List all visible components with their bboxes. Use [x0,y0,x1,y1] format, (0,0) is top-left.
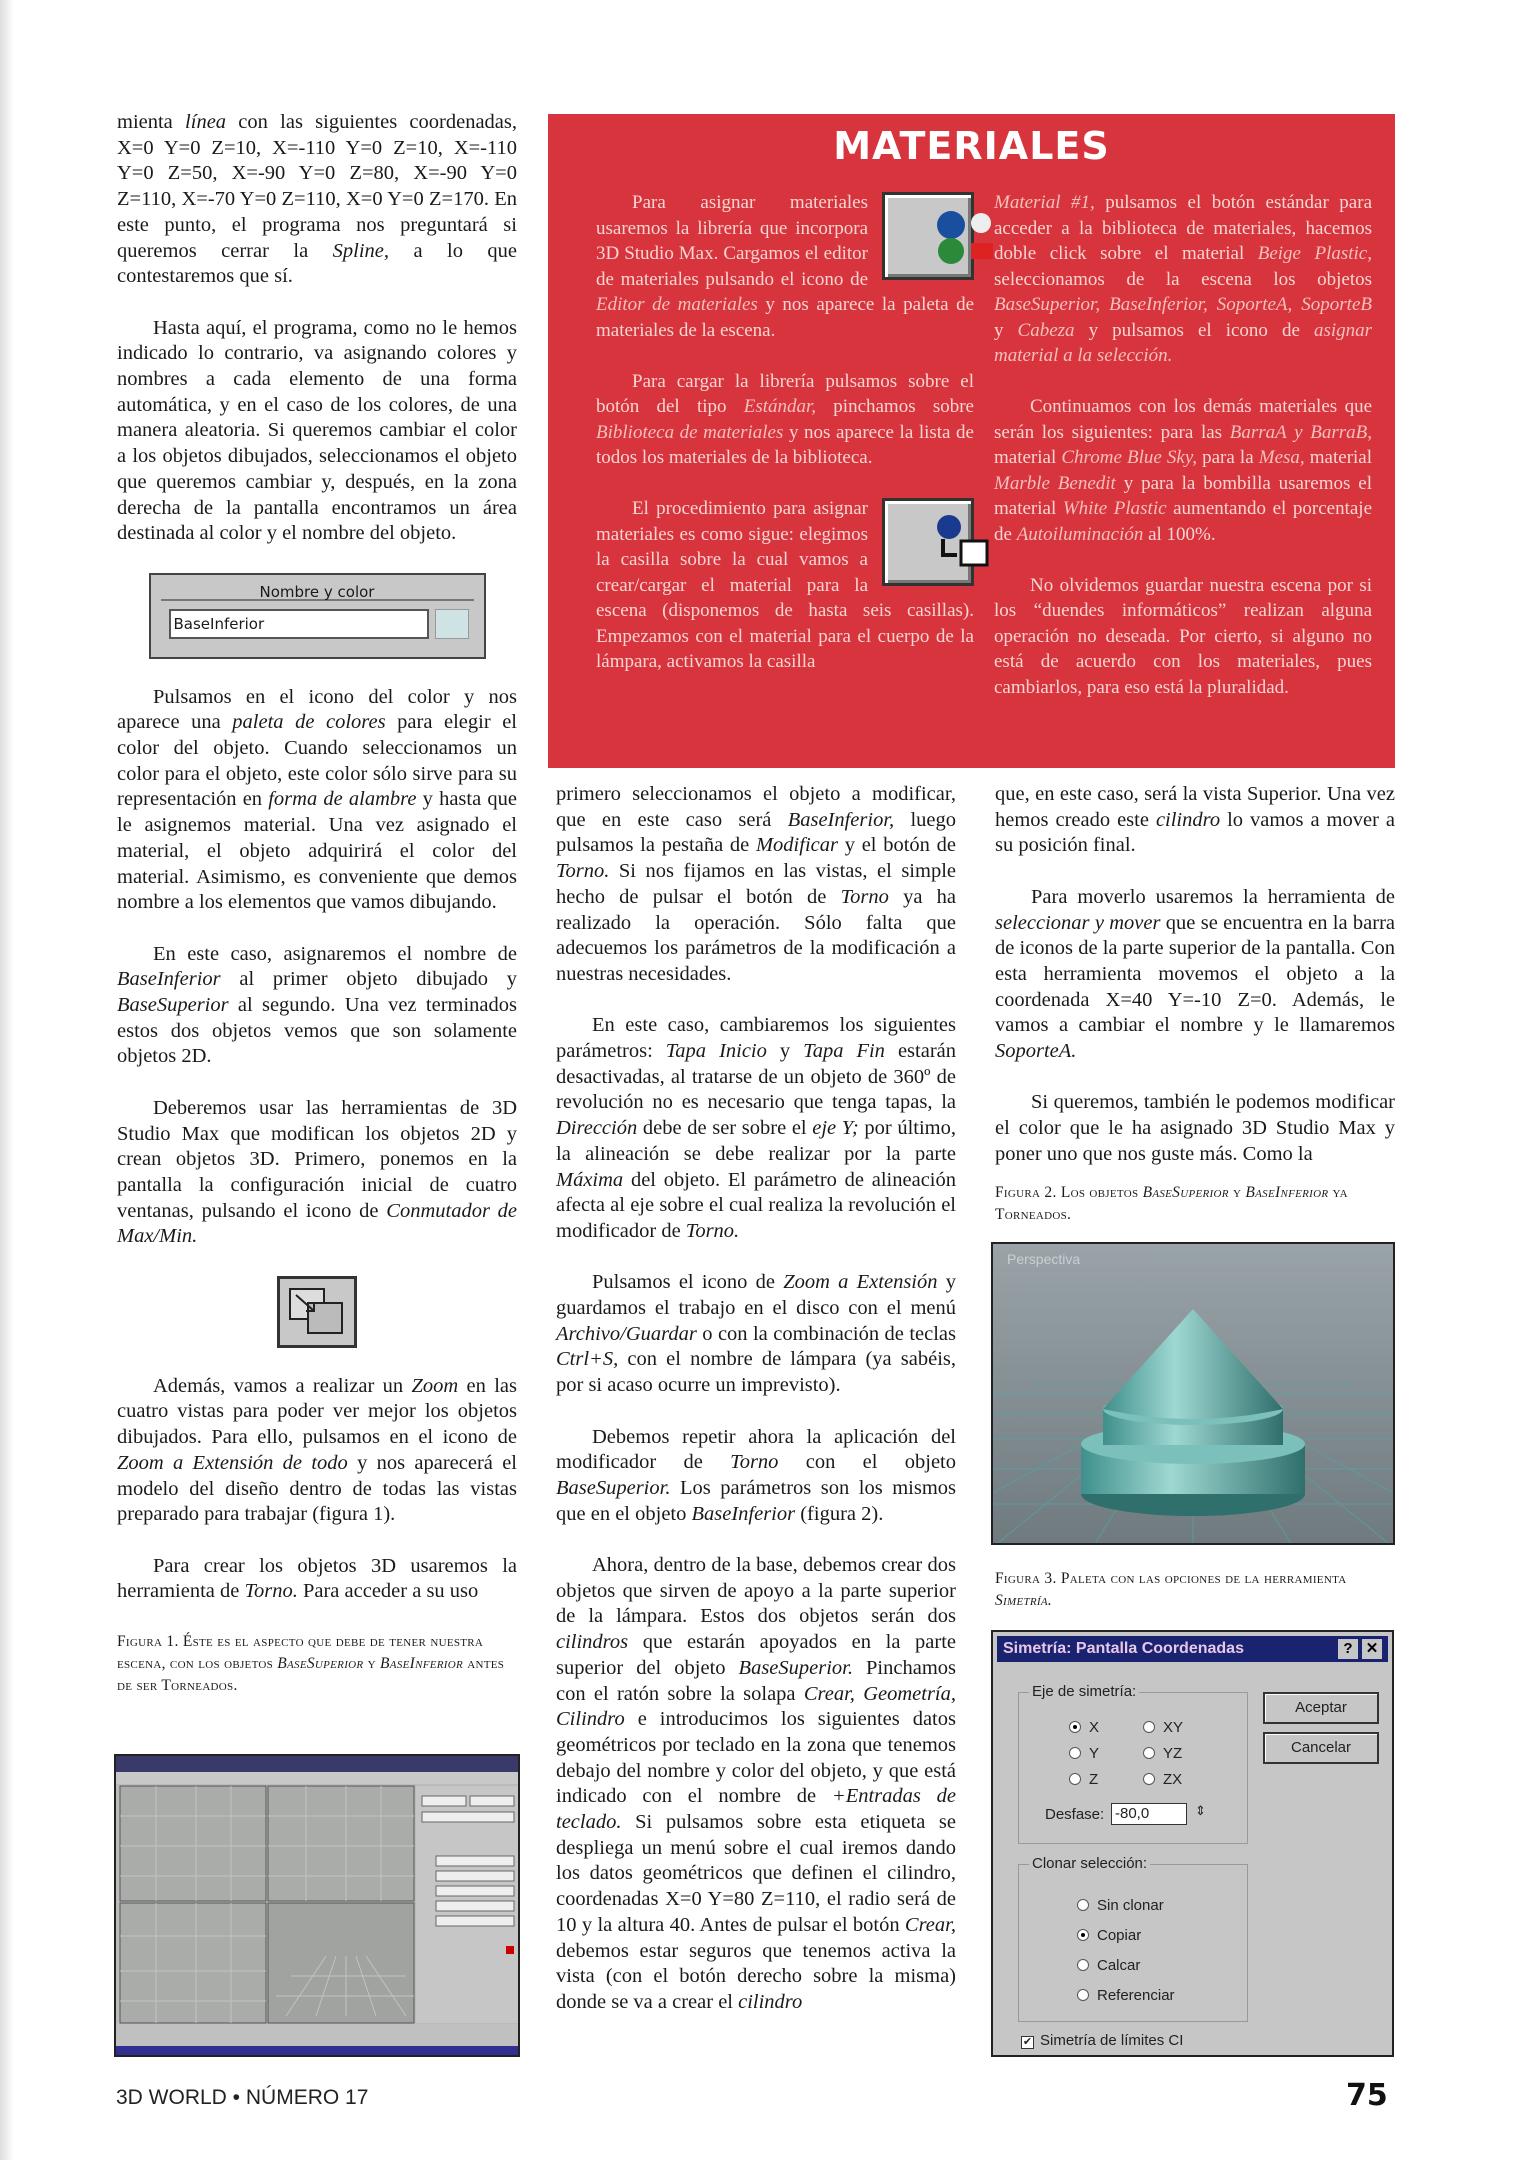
text-run: y para la bombilla usaremos el material [994,472,1372,519]
italic-run: Crear, Geometría, Cilindro [556,1682,956,1731]
text-run: del objeto. El parámetro de alineación afecta al eje sobre el cual realiza la revolución el modificador de [556,1168,956,1242]
italic-run: Modificar [755,834,838,857]
figure-1-caption [117,1631,517,1697]
text-run: Para cargar la librería pulsamos sobre el botón del tipo [596,370,974,417]
text-run: para la [1197,447,1259,468]
italic-run: Spline, [332,239,389,262]
text-run: e introducimos los siguientes datos geométricos por teclado en la zona que tenemos debajo del nombre y color del objeto, y que está indicado con el nombre de [556,1708,956,1808]
text-run: En este caso, cambiaremos los siguientes parámetros: [556,1014,956,1063]
mirror-ik-checkbox[interactable]: ✔ Simetría de límites CI [1022,2032,1184,2049]
cancel-button[interactable]: Cancelar [1263,1732,1379,1764]
assign-material-icon [882,498,974,586]
italic-run: BaseSuperior [277,1654,364,1672]
text-run: luego pulsamos la pestaña de [556,808,957,857]
text-run: con el nombre de lámpara (ya sabéis, por si acaso ocurre un imprevisto). [556,1348,956,1397]
italic-run: Torno. [556,860,610,883]
sidebar-left-column [596,190,974,700]
italic-run: BaseInferior, [787,808,895,831]
italic-run: Cabeza [1017,319,1075,341]
italic-run: BarraA y BarraB, [1229,421,1372,443]
text-run: que se encuentra en la barra de iconos de la parte superior de la pantalla. Con esta herramienta movemos el objeto a la coordenada X=40 Y=-10 Z=0. Además, le vamos a cambiar el nombre y le llamaremos [995,911,1395,1037]
text-run: al primer objeto dibujado y [220,968,517,991]
italic-run: Dirección [556,1117,638,1140]
page-number: 75 [1346,2078,1388,2113]
italic-run: Material #1, [994,192,1095,213]
italic-run: Máxima [556,1168,624,1191]
symmetry-dialog [991,1630,1394,2057]
paragraph [117,316,517,547]
italic-run: Zoom a Extensión [783,1271,938,1294]
text-run: ya Torneados. [995,1183,1348,1223]
text-run: al segundo. Una vez terminados estos dos objetos vemos que son solamente objetos 2D. [117,994,517,1068]
axis-group [1018,1683,1248,1844]
text-run: o con la combinación de teclas [696,1322,956,1345]
italic-run: eje Y; [812,1117,859,1140]
italic-run: Crear, [904,1913,956,1936]
italic-run: cilindros [556,1631,629,1654]
offset-spinner[interactable]: ⇕ [1195,1803,1206,1818]
italic-run: Mesa, [1258,447,1305,468]
sidebar-right-column [994,190,1372,726]
text-run: Para asignar materiales usaremos la librería que incorpora 3D Studio Max. Cargamos el editor de materiales pulsando el icono de [596,192,868,290]
material-editor-icon [882,192,974,280]
text-run: ya ha realizado la operación. Sólo falta que adecuemos los parámetros de la modificación a nuestras necesidades. [556,885,956,985]
footer-magazine: 3D WORLD • NÚMERO 17 [116,2086,369,2109]
italic-run: Conmutador de Max/Min. [117,1199,518,1248]
italic-run: BaseSuperior. [738,1656,853,1679]
text-run: Figura 1. Éste es el aspecto que debe de tener nuestra escena, con los objetos [117,1632,484,1672]
sidebar-paragraph [994,394,1372,547]
paragraph [995,1090,1395,1167]
clone-radio-copy[interactable]: Copiar [1077,1927,1141,1944]
paragraph [117,1096,517,1250]
text-run: y nos aparecerá el modelo del diseño dentro de todas las vistas preparado para trabajar (figura 1). [117,1451,517,1526]
axis-radio-z[interactable]: Z [1069,1771,1098,1788]
text-run: mienta [117,111,186,133]
text-run: y [363,1654,381,1672]
italic-run: BaseSuperior. [556,1476,671,1499]
axis-radio-y[interactable]: Y [1069,1745,1099,1762]
text-run: Para crear los objetos 3D usaremos la herramienta de [117,1554,517,1603]
clone-radio-reference[interactable]: Referenciar [1077,1987,1175,2004]
italic-run: BaseInferior [380,1654,464,1672]
text-run: Si nos fijamos en las vistas, el simple hecho de pulsar el botón de [556,860,956,908]
text-run: Figura 3. Paleta con las opciones de la herramienta [995,1570,1347,1587]
text-run: El procedimiento para asignar materiales es como sigue: elegimos la casilla sobre la cual vamos a crear/cargar el material para la escena (disponemos de hasta seis casillas). Empezamos con el material para el cuerpo de la lámpara, activamos la casilla [596,498,974,672]
text-run: pulsamos el botón estándar para acceder a la biblioteca de materiales, hacemos doble click sobre el material [994,192,1372,264]
text-run: Los parámetros son los mismos que en el objeto [556,1476,956,1525]
dialog-title: Simetría: Pantalla Coordenadas [997,1636,1388,1662]
italic-run: Marble Benedit [994,472,1116,494]
italic-run: Zoom a Extensión de todo [117,1451,348,1474]
text-run: Si pulsamos sobre esta etiqueta se despliega un menú sobre el cual iremos dando los datos geométricos que definen el cilindro, coordenadas X=0 Y=80 Z=110, el radio será de 10 y la altura 40. Antes de pulsar el botón [556,1811,956,1936]
italic-run: BaseInferior [1245,1183,1329,1201]
text-run: No olvidemos guardar nuestra escena por si los “duendes informáticos” realizan alguna operación no deseada. Por cierto, si alguno no está de acuerdo con los materiales, pues cambiarlos, para eso está la pluralidad. [994,574,1372,698]
text-run: y nos aparece la paleta de materiales de la escena. [596,294,975,341]
object-name-input[interactable]: BaseInferior [169,609,429,639]
column-1 [117,110,517,1697]
text-run: y el botón de [837,834,956,857]
clone-radio-none[interactable]: Sin clonar [1077,1897,1164,1914]
text-run: Ahora, dentro de la base, debemos crear dos objetos que sirven de apoyo a la parte superior de la lámpara. Estos dos objetos serán dos [556,1554,956,1628]
viewport-label: Perspectiva [1007,1251,1081,1267]
text-run: y pulsamos el icono de [1074,319,1314,341]
figure-2-caption [995,1182,1395,1226]
clone-group-label: Clonar selección: [1029,1855,1150,1872]
text-run: Figura 2. Los objetos [995,1183,1143,1201]
axis-radio-xy[interactable]: XY [1143,1719,1183,1736]
axis-radio-yz[interactable]: YZ [1143,1745,1182,1762]
italic-run: seleccionar y mover [995,911,1161,934]
italic-run: línea [185,111,227,133]
text-run: con el objeto [778,1451,956,1474]
italic-run: Estándar, [743,396,817,417]
text-run: lo vamos a mover a su posición final. [995,808,1395,857]
offset-input[interactable]: -80,0 [1111,1803,1187,1825]
page-edge [0,0,14,2160]
italic-run: paleta de colores [232,711,386,734]
italic-run: Simetría. [995,1592,1053,1609]
paragraph [117,942,517,1071]
paragraph [556,1425,956,1528]
color-swatch[interactable] [435,609,469,639]
italic-run: cilindro [1155,808,1221,831]
axis-radio-zx[interactable]: ZX [1143,1771,1182,1788]
help-button[interactable]: ? [1338,1639,1358,1659]
column-2 [556,782,956,2041]
italic-run: BaseSuperior, BaseInferior, SoporteA, SoporteB [994,294,1372,315]
text-run: Si queremos, también le podemos modificar el color que le ha asignado 3D Studio Max y poner uno que nos guste más. Como la [995,1091,1395,1165]
text-run: estarán desactivadas, al tratarse de un objeto de 360º de revolución no es necesario que tenga tapas, la [556,1040,956,1114]
text-run: seleccionamos de la escena los objetos [994,268,1372,290]
paragraph [556,782,956,988]
text-run: Continuamos con los demás materiales que serán los siguientes: para las [994,396,1372,443]
italic-run: forma de alambre [268,788,417,811]
text-run: material [994,447,1062,468]
text-run: En este caso, asignaremos el nombre de [153,942,517,965]
sidebar-paragraph [596,369,974,471]
italic-run: cilindro [738,1990,803,2013]
paragraph [117,1374,517,1528]
sidebar-title: MATERIALES [833,124,1110,168]
text-run: Debemos repetir ahora la aplicación del modificador de [556,1425,956,1474]
text-run: a lo que contestaremos que sí. [117,239,517,288]
text-run: material [1304,447,1373,468]
text-run: y [766,1040,804,1063]
text-run: y [994,319,1018,341]
figure-1-screenshot [114,1754,520,2057]
italic-run: +Entradas de teclado. [556,1785,956,1834]
text-run: aumentando el porcentaje de [994,498,1372,545]
name-color-panel [149,573,486,659]
paragraph [117,1554,517,1605]
italic-run: Beige Plastic, [1257,243,1372,264]
text-run: que estarán apoyados en la parte superior del objeto [556,1631,956,1679]
max-min-toggle-icon [277,1276,357,1348]
italic-run: Editor de materiales [596,294,758,315]
italic-run: BaseInferior [691,1502,796,1525]
axis-radio-x[interactable]: X [1069,1719,1099,1736]
italic-run: Torno. [244,1580,298,1603]
text-run: Hasta aquí, el programa, como no le hemos indicado lo contrario, va asignando colores y nombres a cada elemento de una forma automática, y en el caso de los colores, de una manera aleatoria. Si queremos cambiar el color a los objetos dibujados, seleccionamos el objeto que queremos cambiar y, después, en la zona derecha de la pantalla encontramos un área destinada al color y el nombre del objeto. [117,316,517,545]
text-run: y hasta que le asignemos material. Una vez asignado el material, el objeto adquirirá el color del material. Asimismo, es conveniente que demos nombre a los elementos que vamos dibujando. [117,788,517,914]
italic-run: Torno [730,1451,779,1474]
paragraph [556,1013,956,1244]
text-run: con las siguientes coordenadas, X=0 Y=0 Z=10, X=-110 Y=0 Z=10, X=-110 Y=0 Z=50, X=-90 Y=0 Z=80, X=-90 Y=0 Z=110, X=-70 Y=0 Z=110, X=0 Y=0 Z=170. En este punto, el programa nos preguntará si queremos cerrar la [117,111,517,262]
text-run: debemos estar seguros que tenemos activa la vista (con el botón derecho sobre la misma) donde se va a crear el [556,1939,956,2013]
panel-header: Nombre y color [161,583,474,601]
materiales-sidebar [548,114,1395,768]
figure-3-caption [995,1568,1395,1612]
italic-run: Zoom [411,1374,459,1397]
text-run: antes de ser Torneados. [117,1654,505,1694]
italic-run: Tapa Inicio [665,1040,767,1063]
close-button[interactable]: ✕ [1362,1639,1382,1659]
italic-run: Torno. [685,1219,740,1242]
text-run: y guardamos el trabajo en el disco con el menú [556,1271,957,1320]
sidebar-paragraph [994,573,1372,701]
offset-label: Desfase: [1045,1806,1105,1823]
figure-2-render [991,1242,1395,1545]
text-run: al 100%. [1143,523,1216,545]
italic-run: Archivo/Guardar [556,1322,697,1345]
text-run: Para acceder a su uso [297,1580,479,1603]
text-run: y [1228,1183,1246,1201]
italic-run: Torno [840,885,889,908]
italic-run: Chrome Blue Sky, [1061,447,1197,468]
accept-button[interactable]: Aceptar [1263,1692,1379,1724]
text-run: Pulsamos en el icono del color y nos aparece una [117,685,517,734]
text-run: para elegir el color del objeto. Cuando seleccionamos un color para el objeto, este color sólo sirve para su representación en [117,711,518,811]
text-run: debe de ser sobre el [637,1117,813,1140]
paragraph [556,1553,956,2016]
paragraph [556,1270,956,1399]
italic-run: BaseInferior [117,968,221,991]
text-run: pinchamos sobre [816,396,974,417]
italic-run: Autoiluminación [1016,523,1144,545]
italic-run: Biblioteca de materiales [596,421,784,443]
axis-group-label: Eje de simetría: [1029,1683,1139,1700]
italic-run: Tapa Fin [803,1040,885,1063]
paragraph [117,110,517,290]
italic-run: White Plastic [1062,498,1167,519]
italic-run: asignar material a la selección. [994,319,1373,366]
paragraph [117,685,517,916]
italic-run: BaseSuperior [117,994,229,1017]
text-run: primero seleccionamos el objeto a modificar, que en este caso será [556,783,956,831]
text-run: Pulsamos el icono de [592,1271,784,1294]
text-run: Pinchamos con el ratón sobre la solapa [556,1656,956,1705]
text-run: Deberemos usar las herramientas de 3D Studio Max que modifican los objetos 2D y crean objetos 3D. Primero, ponemos en la pantalla la configuración inicial de cuatro ventanas, pulsando el icono de [117,1096,517,1222]
italic-run: Ctrl+S, [556,1348,619,1371]
text-run: Para moverlo usaremos la herramienta de [1031,885,1395,908]
text-run: y nos aparece la lista de todos los materiales de la biblioteca. [596,421,974,468]
text-run: Además, vamos a realizar un [153,1374,412,1397]
paragraph [995,885,1395,1065]
clone-radio-instance[interactable]: Calcar [1077,1957,1140,1974]
text-run: por último, la alineación se debe realizar por la parte [556,1117,957,1165]
clone-group [1018,1855,1248,2022]
paragraph [995,782,1395,859]
text-run: en las cuatro vistas para poder ver mejor los objetos dibujados. Para ello, pulsamos en el icono de [117,1374,517,1449]
text-run: que, en este caso, será la vista Superior. Una vez hemos creado este [995,783,1395,831]
sidebar-paragraph [994,190,1372,369]
italic-run: BaseSuperior [1142,1183,1229,1201]
italic-run: SoporteA. [995,1040,1077,1063]
text-run: (figura 2). [795,1502,884,1525]
